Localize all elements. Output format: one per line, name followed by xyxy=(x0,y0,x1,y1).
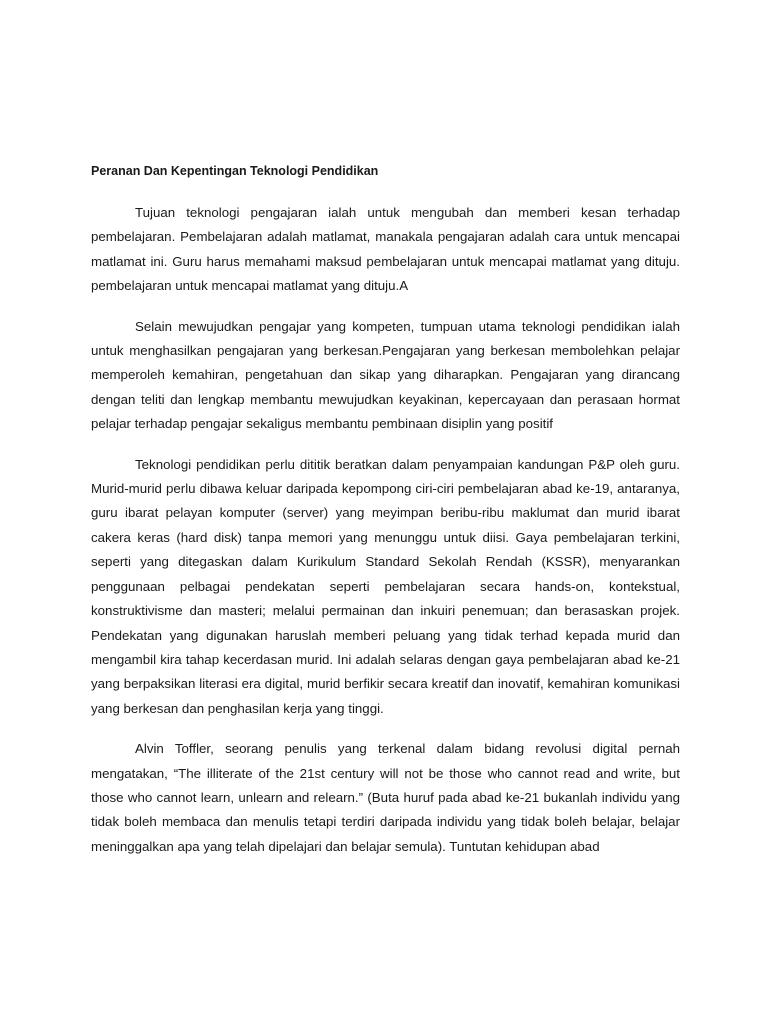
paragraph-1: Tujuan teknologi pengajaran ialah untuk mengubah dan memberi kesan terhadap pembelajaran. Pembelajaran adalah matlamat, manakala pengajaran adalah cara untuk mencapai matlamat ini. Guru harus memahami maksud pembelajaran untuk mencapai matlamat yang dituju. pembelajaran untuk mencapai matlamat yang dituju.A xyxy=(91,205,680,294)
paragraph-4: Alvin Toffler, seorang penulis yang terkenal dalam bidang revolusi digital pernah mengatakan, “The illiterate of the 21st century will not be those who cannot read and write, but those who cannot learn, unlearn and relearn.” (Buta huruf pada abad ke-21 bukanlah individu yang tidak boleh membaca dan menulis tetapi terdiri daripada individu yang tidak boleh belajar, belajar meninggalkan apa yang telah dipelajari dan belajar semula). Tuntutan kehidupan abad xyxy=(91,741,680,854)
document-title: Peranan Dan Kepentingan Teknologi Pendidikan xyxy=(91,164,379,178)
paragraph-2: Selain mewujudkan pengajar yang kompeten, tumpuan utama teknologi pendidikan ialah untuk menghasilkan pengajaran yang berkesan.Pengajaran yang berkesan membolehkan pelajar memperoleh kemahiran, pengetahuan dan sikap yang diharapkan. Pengajaran yang dirancang dengan teliti dan lengkap membantu mewujudkan keyakinan, kepercayaan dan perasaan hormat pelajar terhadap pengajar sekaligus membantu pembinaan disiplin yang positif xyxy=(91,318,680,432)
paragraph-3: Teknologi pendidikan perlu dititik beratkan dalam penyampaian kandungan P&P oleh guru. Murid-murid perlu dibawa keluar daripada kepompong ciri-ciri pembelajaran abad ke-19, antaranya, guru ibarat pelayan komputer (server) yang meyimpan beribu-ribu maklumat dan murid ibarat cakera keras (hard disk) tanpa memori yang menunggu untuk diisi. Gaya pembelajaran terkini, seperti yang ditegaskan dalam Kurikulum Standard Sekolah Rendah (KSSR), menyarankan penggunaan pelbagai pendekatan seperti pembelajaran secara hands-on, kontekstual, konstruktivisme dan masteri; melalui permainan dan inkuiri penemuan; dan berasaskan projek. Pendekatan yang digunakan haruslah memberi peluang yang tidak terhad kepada murid dan mengambil kira tahap kecerdasan murid. Ini adalah selaras dengan gaya pembelajaran abad ke-21 yang berpaksikan literasi era digital, murid berfikir secara kreatif dan inovatif, kemahiran komunikasi yang berkesan dan penghasilan kerja yang tinggi. xyxy=(91,456,680,716)
